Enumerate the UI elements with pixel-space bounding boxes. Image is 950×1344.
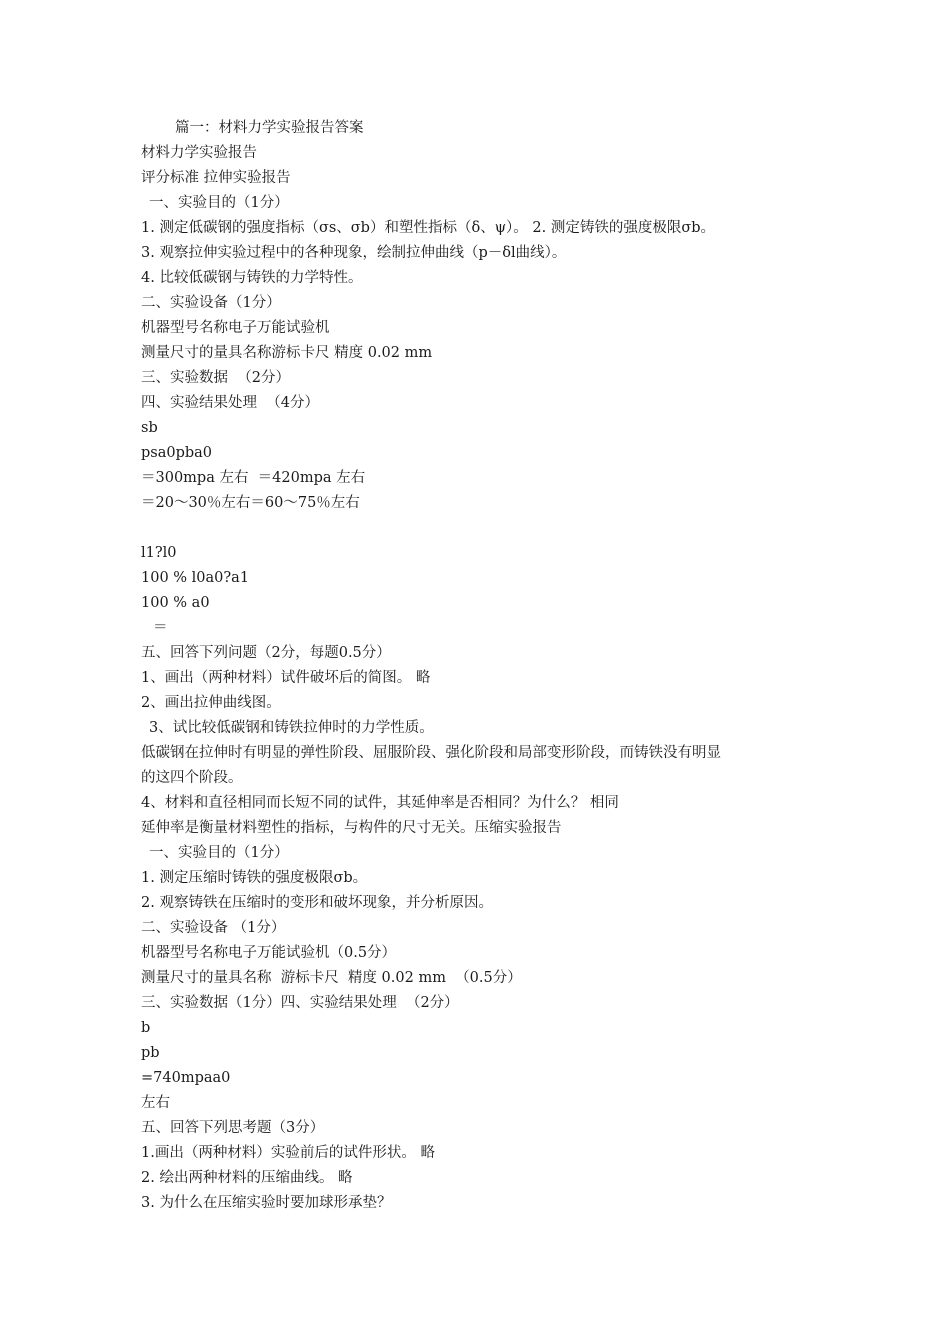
text-line: 1.画出（两种材料）实验前后的试件形状。 略 xyxy=(141,1145,435,1161)
formula-line: psa0pba0 xyxy=(141,445,213,461)
text-line: 1. 测定压缩时铸铁的强度极限σb。 xyxy=(141,870,368,886)
document-body xyxy=(141,116,841,1216)
text-line: 2、画出拉伸曲线图。 xyxy=(141,695,281,711)
formula-line: =740mpaa0 xyxy=(141,1070,231,1086)
section-heading: 三、实验数据 （2分） xyxy=(141,370,290,386)
text-line: 的这四个阶段。 xyxy=(141,770,243,786)
section-heading: 五、回答下列思考题（3分） xyxy=(141,1120,325,1136)
text-line: 延伸率是衡量材料塑性的指标，与构件的尺寸无关。压缩实验报告 xyxy=(141,820,562,836)
text-line: 4. 比较低碳钢与铸铁的力学特性。 xyxy=(141,270,363,286)
section-heading: 二、实验设备（1分） xyxy=(141,295,281,311)
text-line: 2. 观察铸铁在压缩时的变形和破坏现象，并分析原因。 xyxy=(141,895,493,911)
formula-line: sb xyxy=(141,420,158,436)
formula-line: b xyxy=(141,1020,151,1036)
section-heading: 五、回答下列问题（2分，每题0.5分） xyxy=(141,645,391,661)
text-line: 1. 测定低碳钢的强度指标（σs、σb）和塑性指标（δ、ψ）。 2. 测定铸铁的强度极限σb。 xyxy=(141,220,716,236)
text-line: 测量尺寸的量具名称游标卡尺 精度 0.02 mm xyxy=(141,345,433,361)
text-line: 测量尺寸的量具名称 游标卡尺 精度 0.02 mm （0.5分） xyxy=(141,970,522,986)
report-heading: 材料力学实验报告 xyxy=(141,145,257,161)
section-heading: 四、实验结果处理 （4分） xyxy=(141,395,319,411)
text-line: 低碳钢在拉伸时有明显的弹性阶段、屈服阶段、强化阶段和局部变形阶段，而铸铁没有明显 xyxy=(141,745,721,761)
text-line: 机器型号名称电子万能试验机（0.5分） xyxy=(141,945,397,961)
section-heading: 三、实验数据（1分）四、实验结果处理 （2分） xyxy=(141,995,459,1011)
section-heading: 二、实验设备 （1分） xyxy=(141,920,286,936)
text-line: 3、试比较低碳钢和铸铁拉伸时的力学性质。 xyxy=(149,720,434,736)
formula-line: 100 % l0a0?a1 xyxy=(141,570,250,586)
text-line: 机器型号名称电子万能试验机 xyxy=(141,320,330,336)
section-heading: 一、实验目的（1分） xyxy=(149,195,289,211)
formula-line: 100 % a0 xyxy=(141,595,210,611)
section-heading: 评分标准 拉伸实验报告 xyxy=(141,170,291,186)
formula-line: ＝300mpa 左右 ＝420mpa 左右 xyxy=(141,470,366,486)
text-line: 2. 绘出两种材料的压缩曲线。 略 xyxy=(141,1170,353,1186)
text-line: 4、材料和直径相同而长短不同的试件，其延伸率是否相同？为什么？ 相同 xyxy=(141,795,619,811)
formula-line: pb xyxy=(141,1045,160,1061)
formula-line: l1?l0 xyxy=(141,545,177,561)
blank-line xyxy=(141,516,841,541)
formula-line: ＝ xyxy=(153,620,168,636)
formula-line: 左右 xyxy=(141,1095,170,1111)
text-line: 3. 观察拉伸实验过程中的各种现象，绘制拉伸曲线（p－δl曲线）。 xyxy=(141,245,567,261)
text-line: 1、画出（两种材料）试件破坏后的简图。 略 xyxy=(141,670,431,686)
text-line: 3. 为什么在压缩实验时要加球形承垫？ xyxy=(141,1195,392,1211)
section-heading: 一、实验目的（1分） xyxy=(149,845,289,861)
formula-line: ＝20～30％左右＝60～75％左右 xyxy=(141,495,360,511)
document-title: 篇一：材料力学实验报告答案 xyxy=(175,120,364,136)
